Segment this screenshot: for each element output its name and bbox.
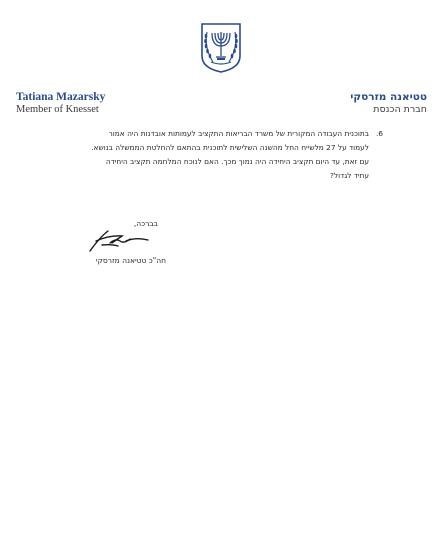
sender-name-he: טטיאנה מזרסקי [350, 91, 427, 103]
paragraph-line: עם זאת, עד היום תקציב היחידה היה נמוך מכך. האם לנוכח המלחמה תקציב היחידה [105, 157, 369, 166]
sender-block-he [350, 91, 427, 116]
sender-role-en: Member of Knesset [16, 104, 99, 116]
item-number: 6. [375, 129, 383, 138]
paragraph-line: עתיד לגדול? [330, 171, 369, 180]
sender-role-he: חברת הכנסת [373, 104, 427, 116]
paragraph-line: בתוכנית העבודה המקורית של משרד הבריאות התקציב לעמותות אובדנות היה אמור [108, 129, 369, 138]
signer-name: חה"כ טטיאנה מזרסקי [95, 256, 166, 265]
handwritten-signature [86, 227, 152, 253]
question-paragraph [67, 127, 383, 183]
knesset-emblem-icon [199, 22, 243, 74]
paragraph-line: לעמוד על 27 מלשייח החל מהשנה השלישית לתוכנית בהתאם להחלטת הממשלה בנושא. [91, 143, 369, 152]
closing-greeting: בברכה, [133, 219, 158, 228]
sender-block-en [16, 91, 105, 116]
sender-name-en: Tatiana Mazarsky [16, 91, 106, 103]
